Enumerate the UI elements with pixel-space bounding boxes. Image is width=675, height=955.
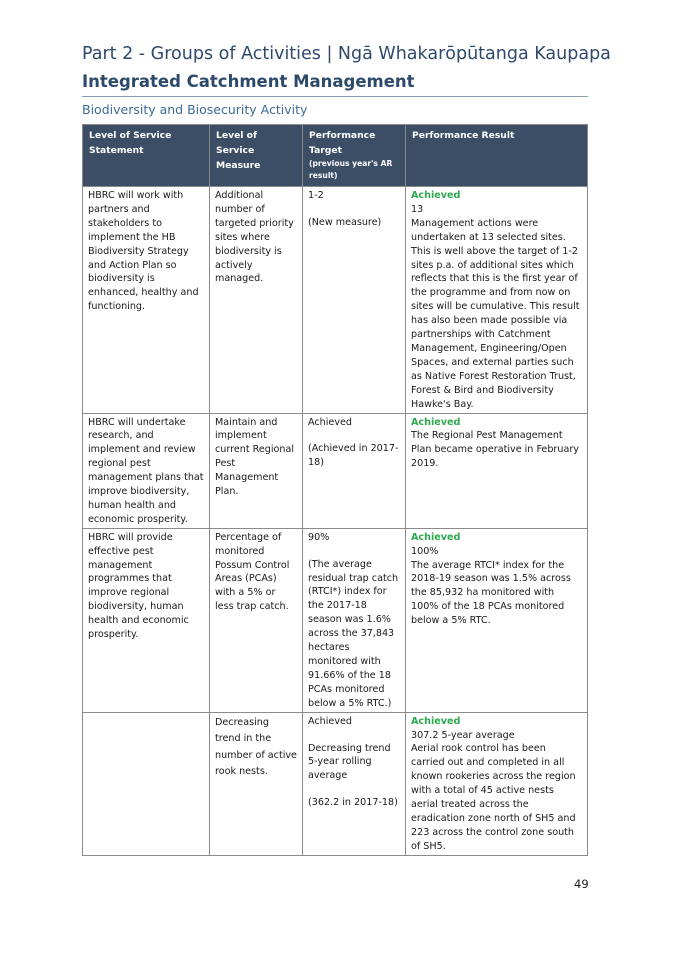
target-note: (362.2 in 2017-18) [308, 797, 398, 809]
title-rule [82, 96, 588, 97]
result-description: Management actions were undertaken at 13 selected sites. This is well above the target of 1-2 sites p.a. of additional sites which reflects that this is the first year of the programme and from now on sites will be cumulative. This result has also been made possible via partnerships with Catchment Management, Engineering/Open Spaces, and external parties such as Native Forest Restoration Trust, Forest & Bird and Biodiversity Hawke's Bay. [411, 217, 580, 410]
page-number: 49 [574, 877, 589, 891]
result-status: Achieved [411, 190, 461, 201]
header-measure: Level of Service Measure [210, 125, 303, 187]
target-value: Achieved [308, 715, 352, 727]
measure-cell: Additional number of targeted priority sites where biodiversity is actively managed. [210, 187, 303, 414]
subsection-title: Biodiversity and Biosecurity Activity [82, 102, 308, 117]
header-statement: Level of Service Statement [83, 125, 210, 187]
result-value: 307.2 5-year average [411, 729, 515, 741]
header-target-note: (previous year's AR result) [309, 159, 393, 180]
target-note: (New measure) [308, 216, 382, 228]
statement-cell: HBRC will work with partners and stakeholders to implement the HB Biodiversity Strategy and Action Plan so biodiversity is enhanced, healthy and functioning. [83, 187, 210, 414]
result-status: Achieved [411, 416, 461, 428]
result-value: 13 [411, 203, 424, 215]
target-cell [303, 712, 406, 855]
result-cell [406, 528, 588, 712]
table-header-row [83, 125, 588, 187]
target-note: (The average residual trap catch (RTCI*) index for the 2017-18 season was 1.6% across the 37,843 hectares monitored with 91.66% of the 18 PCAs monitored below a 5% RTC.) [308, 558, 399, 709]
header-target [303, 125, 406, 187]
table-row [83, 528, 588, 712]
target-cell [303, 187, 406, 414]
table-row [83, 413, 588, 528]
section-title: Integrated Catchment Management [82, 72, 415, 91]
result-cell [406, 712, 588, 855]
target-note: Decreasing trend 5-year rolling average [308, 742, 391, 782]
target-value: 1-2 [308, 190, 324, 201]
measure-cell: Percentage of monitored Possum Control Areas (PCAs) with a 5% or less trap catch. [210, 528, 303, 712]
result-description: Aerial rook control has been carried out and completed in all known rookeries across the region with a total of 45 active nests aerial treated across the eradication zone north of SH5 and 223 across the control zone south of SH5. [411, 743, 576, 852]
result-description: The average RTCI* index for the 2018-19 season was 1.5% across the 85,932 ha monitored with 100% of the 18 PCAs monitored below a 5% RTC. [411, 559, 571, 627]
table-row [83, 712, 588, 855]
target-note: (Achieved in 2017-18) [308, 443, 399, 469]
statement-cell [83, 712, 210, 855]
statement-cell: HBRC will undertake research, and implement and review regional pest management plans that improve biodiversity, human health and economic prosperity. [83, 413, 210, 528]
measure-cell: Decreasing trend in the number of active rook nests. [210, 712, 303, 855]
target-value: Achieved [308, 416, 352, 428]
performance-table [82, 124, 588, 856]
result-status: Achieved [411, 715, 461, 727]
result-status: Achieved [411, 531, 461, 543]
part-title: Part 2 - Groups of Activities | Ngā Whakarōpūtanga Kaupapa [82, 44, 611, 64]
result-description: The Regional Pest Management Plan became operative in February 2019. [411, 430, 579, 470]
target-cell [303, 413, 406, 528]
result-cell [406, 413, 588, 528]
statement-cell: HBRC will provide effective pest management programmes that improve regional biodiversity, human health and economic prosperity. [83, 528, 210, 712]
measure-cell: Maintain and implement current Regional Pest Management Plan. [210, 413, 303, 528]
header-target-label: Performance Target [309, 130, 376, 156]
header-result: Performance Result [406, 125, 588, 187]
result-cell [406, 187, 588, 414]
result-value: 100% [411, 545, 439, 557]
target-cell [303, 528, 406, 712]
target-value: 90% [308, 531, 330, 543]
table-row [83, 187, 588, 414]
